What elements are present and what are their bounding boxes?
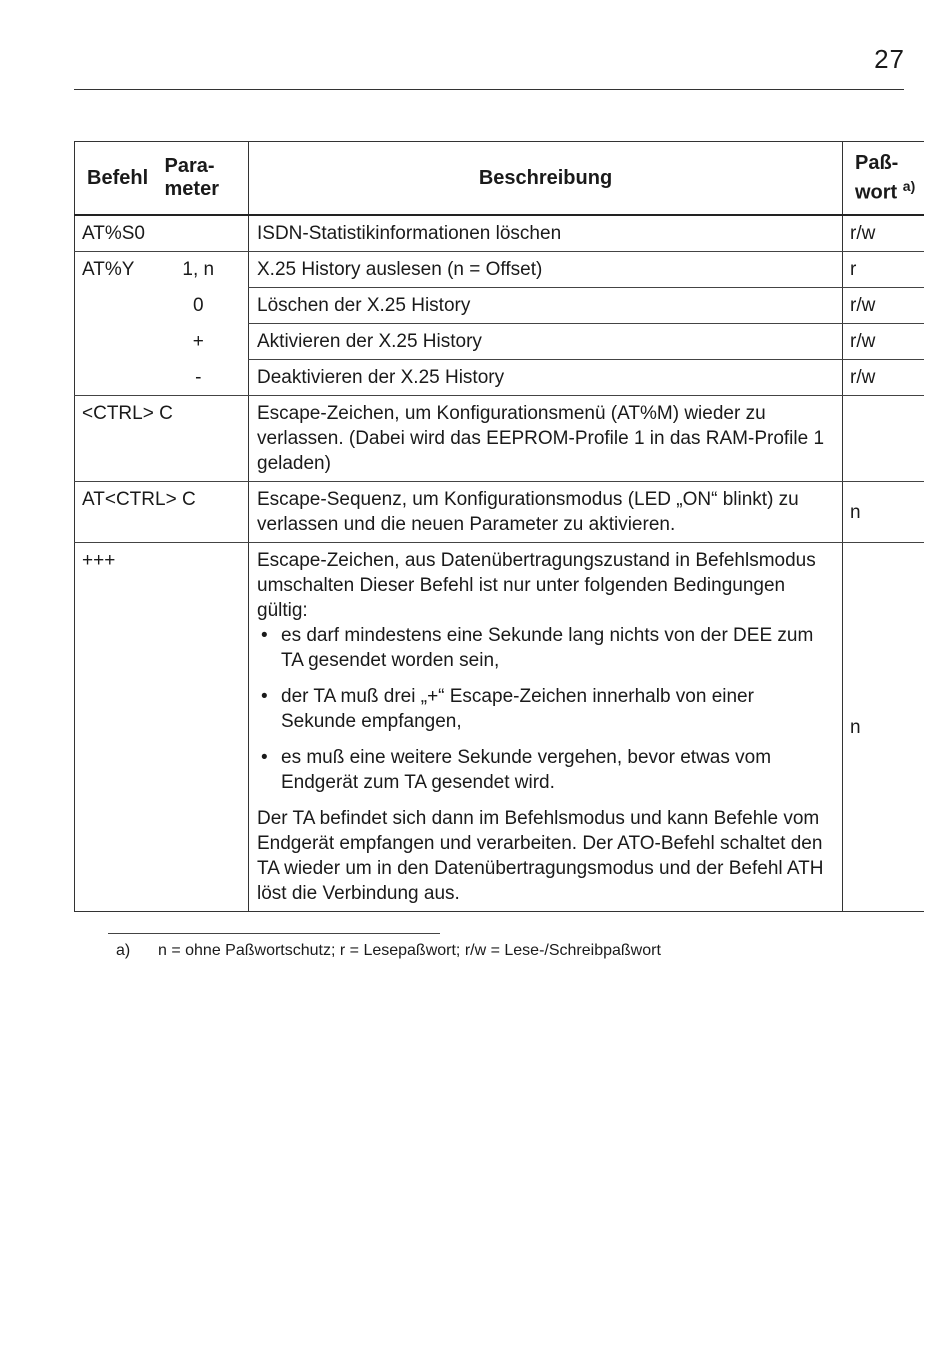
description-cell: Escape-Zeichen, um Konfigurationsmenü (AT%M) wieder zu verlassen. (Dabei wird das EEPROM-Profile 1 in das RAM-Profile 1 geladen) — [249, 396, 843, 482]
password-cell: r/w — [843, 360, 924, 396]
parameter-cell: - — [163, 360, 249, 396]
table-row — [75, 252, 924, 288]
password-cell: r/w — [843, 215, 924, 252]
condition-list — [257, 623, 832, 795]
header-parameter-line2: meter — [164, 178, 219, 200]
description-cell: Escape-Sequenz, um Konfigurationsmodus (LED „ON“ blinkt) zu verlassen und die neuen Parameter zu aktivieren. — [249, 482, 843, 543]
table-row — [75, 396, 924, 482]
list-item — [257, 745, 832, 795]
password-cell — [843, 396, 924, 482]
description-outro: Der TA befindet sich dann im Befehlsmodus und kann Befehle vom Endgerät empfangen und verarbeiten. Der ATO-Befehl schaltet den TA wieder um in den Datenübertragungsmodus und der Befehl ATH löst die Verbindung aus. — [257, 808, 824, 904]
password-cell: n — [843, 543, 924, 912]
password-cell: r — [843, 252, 924, 288]
parameter-cell — [163, 215, 249, 252]
page-number: 27 — [874, 44, 905, 74]
footnote — [116, 941, 661, 961]
description-cell — [249, 543, 843, 912]
command-cell: +++ — [75, 543, 249, 912]
password-cell: r/w — [843, 288, 924, 324]
header-password-line2: wort — [855, 181, 898, 204]
list-item-text: es darf mindestens eine Sekunde lang nichts von der DEE zum TA gesendet worden sein, — [281, 625, 814, 671]
footnote-text: n = ohne Paßwortschutz; r = Lesepaßwort; r/w = Lese-/Schreibpaßwort — [158, 942, 661, 959]
password-cell: r/w — [843, 324, 924, 360]
list-item — [257, 623, 832, 673]
footnote-rule — [108, 933, 440, 934]
header-parameter — [163, 142, 249, 216]
command-cell: AT<CTRL> C — [75, 482, 249, 543]
command-cell: <CTRL> C — [75, 396, 249, 482]
description-cell: Löschen der X.25 History — [249, 288, 843, 324]
command-cell: AT%S0 — [75, 215, 163, 252]
parameter-cell: 0 — [192, 294, 204, 316]
description-cell: ISDN-Statistikinformationen löschen — [249, 215, 843, 252]
command-cell: AT%Y — [75, 252, 163, 396]
header-parameter-line1: Para- — [164, 155, 215, 177]
password-cell: n — [843, 482, 924, 543]
description-cell: Aktivieren der X.25 History — [249, 324, 843, 360]
table-row — [75, 360, 924, 396]
bullet-icon: • — [261, 686, 268, 707]
description-cell: Deaktivieren der X.25 History — [249, 360, 843, 396]
table-row — [75, 288, 924, 324]
bullet-icon: • — [261, 625, 268, 646]
table-header — [75, 142, 924, 216]
header-rule — [74, 89, 904, 90]
header-password — [843, 142, 924, 216]
description-cell: X.25 History auslesen (n = Offset) — [249, 252, 843, 288]
list-item-text: der TA muß drei „+“ Escape-Zeichen innerhalb von einer Sekunde empfangen, — [281, 686, 754, 732]
parameter-cell: + — [192, 330, 204, 352]
header-password-line1: Paß- — [855, 151, 899, 174]
table-row — [75, 482, 924, 543]
command-table — [74, 141, 924, 912]
header-description: Beschreibung — [249, 142, 843, 216]
header-password-footnote-mark: a) — [902, 177, 916, 194]
table-row — [75, 215, 924, 252]
parameter-cell: 1, n — [182, 259, 215, 280]
header-command: Befehl — [75, 142, 163, 216]
description-intro: Escape-Zeichen, aus Datenübertragungszustand in Befehlsmodus umschalten Dieser Befehl ist nur unter folgenden Bedingungen gültig: — [257, 550, 816, 621]
bullet-icon: • — [261, 747, 268, 768]
footnote-mark: a) — [116, 942, 131, 959]
table-row — [75, 543, 924, 912]
table-row — [75, 324, 924, 360]
list-item — [257, 684, 832, 734]
list-item-text: es muß eine weitere Sekunde vergehen, bevor etwas vom Endgerät zum TA gesendet wird. — [281, 747, 772, 793]
